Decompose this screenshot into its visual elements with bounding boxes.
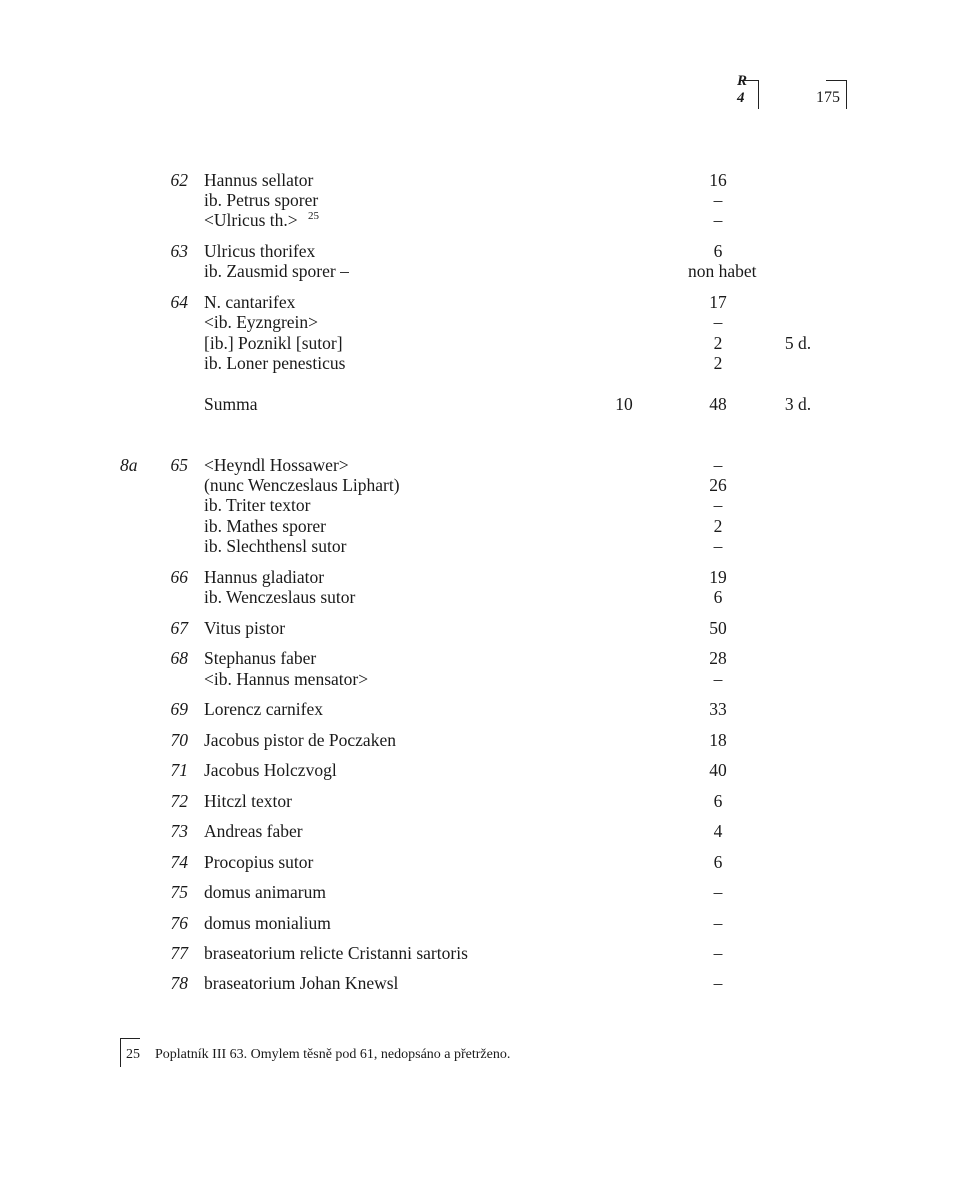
value-column-2: – — [713, 190, 723, 210]
entry-name: Lorencz carnifex — [204, 699, 324, 719]
value-column-2: – — [713, 973, 723, 993]
table-row — [0, 669, 960, 689]
entry-name: Jacobus pistor de Poczaken — [204, 730, 396, 750]
entry-number: 74 — [170, 852, 188, 872]
value-column-2: – — [713, 455, 723, 475]
value-column-2: 28 — [709, 648, 727, 668]
entry-number: 64 — [170, 292, 188, 312]
table-row — [0, 210, 960, 230]
entry-name: domus animarum — [204, 882, 326, 902]
entry-name: <Heyndl Hossawer> — [204, 455, 349, 475]
entry-name: Hannus sellator — [204, 170, 314, 190]
table-row — [0, 190, 960, 210]
table-row — [0, 261, 960, 281]
entry-number: 75 — [170, 882, 188, 902]
entry-name: Andreas faber — [204, 821, 303, 841]
entry-name: ib. Slechthensl sutor — [204, 536, 347, 556]
table-row — [0, 730, 960, 750]
entry-name: [ib.] Poznikl [sutor] — [204, 333, 343, 353]
table-row — [0, 394, 960, 414]
entry-name: ib. Zausmid sporer – — [204, 261, 349, 281]
entry-name: Hannus gladiator — [204, 567, 325, 587]
entry-name: ib. Petrus sporer — [204, 190, 319, 210]
value-column-2: 2 — [713, 333, 723, 353]
table-row — [0, 516, 960, 536]
value-column-2: 4 — [713, 821, 723, 841]
entry-name: ib. Mathes sporer — [204, 516, 326, 536]
table-row — [0, 882, 960, 902]
entry-name: Jacobus Holczvogl — [204, 760, 337, 780]
footnote-number: 25 — [126, 1047, 140, 1062]
entry-number: 72 — [170, 791, 188, 811]
entry-number: 62 — [170, 170, 188, 190]
table-row — [0, 312, 960, 332]
table-row — [0, 821, 960, 841]
table-row — [0, 333, 960, 353]
footnote-text: Poplatník III 63. Omylem těsně pod 61, nedopsáno a přetrženo. — [155, 1047, 511, 1062]
value-column-2: 26 — [709, 475, 727, 495]
entry-number: 65 — [170, 455, 188, 475]
entry-name: Procopius sutor — [204, 852, 314, 872]
entry-number: 68 — [170, 648, 188, 668]
entry-number: 78 — [170, 973, 188, 993]
entry-number: 67 — [170, 618, 188, 638]
table-row — [0, 852, 960, 872]
entry-name: ib. Wenczeslaus sutor — [204, 587, 356, 607]
value-column-2: 17 — [709, 292, 727, 312]
table-row — [0, 760, 960, 780]
value-column-3: 3 d. — [784, 394, 812, 414]
table-row — [0, 170, 960, 190]
value-column-2: 2 — [713, 353, 723, 373]
entry-number: 76 — [170, 913, 188, 933]
table-row — [0, 943, 960, 963]
entry-name: domus monialium — [204, 913, 331, 933]
entry-name: Stephanus faber — [204, 648, 317, 668]
table-row — [0, 648, 960, 668]
value-column-2: 16 — [709, 170, 727, 190]
table-row — [0, 292, 960, 312]
value-column-2: 48 — [709, 394, 727, 414]
entry-name: Ulricus thorifex — [204, 241, 316, 261]
value-column-2: non habet — [688, 261, 757, 281]
folio-marker: 8a — [120, 455, 138, 475]
entry-name: ib. Loner penesticus — [204, 353, 346, 373]
footnote-reference: 25 — [308, 210, 319, 222]
table-row — [0, 353, 960, 373]
entry-name: <Ulricus th.> — [204, 210, 298, 230]
table-row — [0, 455, 960, 475]
table-row — [0, 618, 960, 638]
value-column-2: – — [713, 312, 723, 332]
value-column-2: 19 — [709, 567, 727, 587]
section-mark-text: R 4 — [736, 73, 747, 106]
value-column-2: – — [713, 210, 723, 230]
value-column-2: – — [713, 913, 723, 933]
value-column-2: – — [713, 495, 723, 515]
value-column-2: – — [713, 536, 723, 556]
entry-number: 77 — [170, 943, 188, 963]
value-column-2: 33 — [709, 699, 727, 719]
entry-number: 73 — [170, 821, 188, 841]
page-number-text: 175 — [816, 89, 840, 106]
entry-name: (nunc Wenczeslaus Liphart) — [204, 475, 400, 495]
value-column-2: 6 — [713, 241, 723, 261]
entry-number: 70 — [170, 730, 188, 750]
value-column-2: 18 — [709, 730, 727, 750]
entry-number: 66 — [170, 567, 188, 587]
value-column-2: – — [713, 669, 723, 689]
value-column-2: 2 — [713, 516, 723, 536]
value-column-2: 6 — [713, 587, 723, 607]
table-row — [0, 913, 960, 933]
entry-number: 71 — [170, 760, 188, 780]
value-column-2: 6 — [713, 852, 723, 872]
table-row — [0, 495, 960, 515]
table-row — [0, 241, 960, 261]
table-row — [0, 791, 960, 811]
value-column-2: 6 — [713, 791, 723, 811]
table-row — [0, 536, 960, 556]
value-column-2: 40 — [709, 760, 727, 780]
table-row — [0, 475, 960, 495]
entry-name: braseatorium relicte Cristanni sartoris — [204, 943, 468, 963]
value-column-2: 50 — [709, 618, 727, 638]
value-column-2: – — [713, 943, 723, 963]
entry-name: Summa — [204, 394, 258, 414]
entry-name: Vitus pistor — [204, 618, 286, 638]
table-row — [0, 587, 960, 607]
value-column-1: 10 — [615, 394, 633, 414]
entry-number: 69 — [170, 699, 188, 719]
entry-name: ib. Triter textor — [204, 495, 311, 515]
table-row — [0, 567, 960, 587]
entry-number: 63 — [170, 241, 188, 261]
entry-name: <ib. Eyzngrein> — [204, 312, 319, 332]
entry-name: Hitczl textor — [204, 791, 292, 811]
table-row — [0, 973, 960, 993]
table-row — [0, 699, 960, 719]
entry-name: <ib. Hannus mensator> — [204, 669, 369, 689]
value-column-3: 5 d. — [784, 333, 812, 353]
entry-name: braseatorium Johan Knewsl — [204, 973, 399, 993]
entry-name: N. cantarifex — [204, 292, 296, 312]
value-column-2: – — [713, 882, 723, 902]
